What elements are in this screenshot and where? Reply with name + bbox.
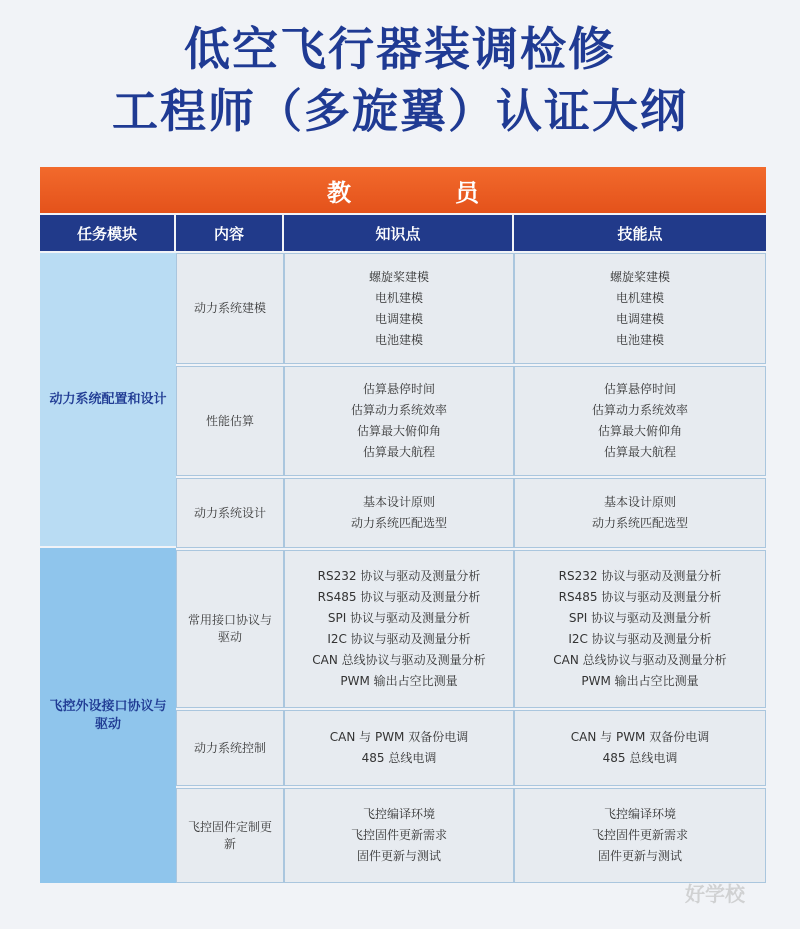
page-title bbox=[0, 18, 800, 142]
knowledge-item: 估算最大俯仰角 bbox=[356, 424, 441, 438]
knowledge-item: 飞控固件更新需求 bbox=[350, 828, 447, 842]
watermark-logo: 好学校 bbox=[685, 881, 745, 906]
knowledge-cell bbox=[284, 788, 514, 883]
knowledge-item: 电池建模 bbox=[374, 332, 423, 347]
skill-item: 估算最大航程 bbox=[603, 445, 676, 459]
knowledge-item: 电调建模 bbox=[374, 311, 423, 326]
skills-cell bbox=[514, 478, 766, 548]
knowledge-cell bbox=[284, 366, 514, 476]
skill-item: CAN 与 PWM 双备份电调 bbox=[570, 730, 710, 744]
skills-cell bbox=[514, 550, 766, 708]
content-cell: 常用接口协议与驱动 bbox=[176, 550, 284, 708]
section-banner: 教 员 bbox=[40, 167, 766, 213]
skill-item: 飞控编译环境 bbox=[603, 807, 676, 821]
knowledge-item: 螺旋桨建模 bbox=[368, 269, 429, 284]
skill-item: PWM 输出占空比测量 bbox=[581, 674, 699, 688]
knowledge-item: 估算悬停时间 bbox=[362, 382, 435, 396]
knowledge-item: 飞控编译环境 bbox=[362, 807, 435, 821]
knowledge-item: 固件更新与测试 bbox=[356, 849, 441, 863]
module-power-system: 动力系统配置和设计 bbox=[40, 253, 176, 548]
knowledge-item: PWM 输出占空比测量 bbox=[340, 674, 458, 688]
knowledge-item: CAN 与 PWM 双备份电调 bbox=[329, 730, 469, 744]
knowledge-item: 动力系统匹配选型 bbox=[350, 516, 447, 530]
content-cell: 性能估算 bbox=[176, 366, 284, 476]
module-flight-control-peripherals: 飞控外设接口协议与驱动 bbox=[40, 548, 176, 883]
skill-item: 电调建模 bbox=[615, 311, 664, 326]
skill-item: 估算悬停时间 bbox=[603, 382, 676, 396]
skill-item: 飞控固件更新需求 bbox=[591, 828, 688, 842]
skill-item: 485 总线电调 bbox=[602, 751, 678, 765]
content-cell: 动力系统建模 bbox=[176, 253, 284, 364]
header-skills: 技能点 bbox=[514, 215, 766, 251]
content-cell: 动力系统设计 bbox=[176, 478, 284, 548]
content-cell: 动力系统控制 bbox=[176, 710, 284, 786]
knowledge-item: 估算最大航程 bbox=[362, 445, 435, 459]
header-content: 内容 bbox=[176, 215, 284, 251]
knowledge-item: RS232 协议与驱动及测量分析 bbox=[317, 569, 481, 583]
knowledge-item: SPI 协议与驱动及测量分析 bbox=[327, 611, 471, 625]
skills-cell bbox=[514, 788, 766, 883]
knowledge-item: 485 总线电调 bbox=[361, 751, 437, 765]
skill-item: 电机建模 bbox=[615, 290, 664, 305]
skill-item: I2C 协议与驱动及测量分析 bbox=[568, 632, 712, 646]
knowledge-item: I2C 协议与驱动及测量分析 bbox=[327, 632, 471, 646]
skill-item: 动力系统匹配选型 bbox=[591, 516, 688, 530]
skill-item: 估算动力系统效率 bbox=[591, 403, 688, 417]
skill-item: 基本设计原则 bbox=[603, 495, 676, 509]
title-line-2: 工程师（多旋翼）认证大纲 bbox=[112, 84, 688, 138]
knowledge-item: 估算动力系统效率 bbox=[350, 403, 447, 417]
skill-item: RS232 协议与驱动及测量分析 bbox=[558, 569, 722, 583]
knowledge-cell bbox=[284, 253, 514, 364]
skills-cell bbox=[514, 253, 766, 364]
skills-cell bbox=[514, 710, 766, 786]
skill-item: 固件更新与测试 bbox=[597, 849, 682, 863]
skill-item: 估算最大俯仰角 bbox=[597, 424, 682, 438]
skill-item: SPI 协议与驱动及测量分析 bbox=[568, 611, 712, 625]
knowledge-item: 电机建模 bbox=[374, 290, 423, 305]
knowledge-item: 基本设计原则 bbox=[362, 495, 435, 509]
skill-item: RS485 协议与驱动及测量分析 bbox=[558, 590, 722, 604]
header-knowledge: 知识点 bbox=[284, 215, 514, 251]
skill-item: CAN 总线协议与驱动及测量分析 bbox=[553, 653, 727, 667]
title-line-1: 低空飞行器装调检修 bbox=[184, 22, 616, 76]
content-cell: 飞控固件定制更新 bbox=[176, 788, 284, 883]
skill-item: 螺旋桨建模 bbox=[609, 269, 670, 284]
header-module: 任务模块 bbox=[40, 215, 176, 251]
knowledge-cell bbox=[284, 478, 514, 548]
skills-cell bbox=[514, 366, 766, 476]
knowledge-cell bbox=[284, 550, 514, 708]
knowledge-item: CAN 总线协议与驱动及测量分析 bbox=[312, 653, 486, 667]
knowledge-cell bbox=[284, 710, 514, 786]
knowledge-item: RS485 协议与驱动及测量分析 bbox=[317, 590, 481, 604]
skill-item: 电池建模 bbox=[615, 332, 664, 347]
